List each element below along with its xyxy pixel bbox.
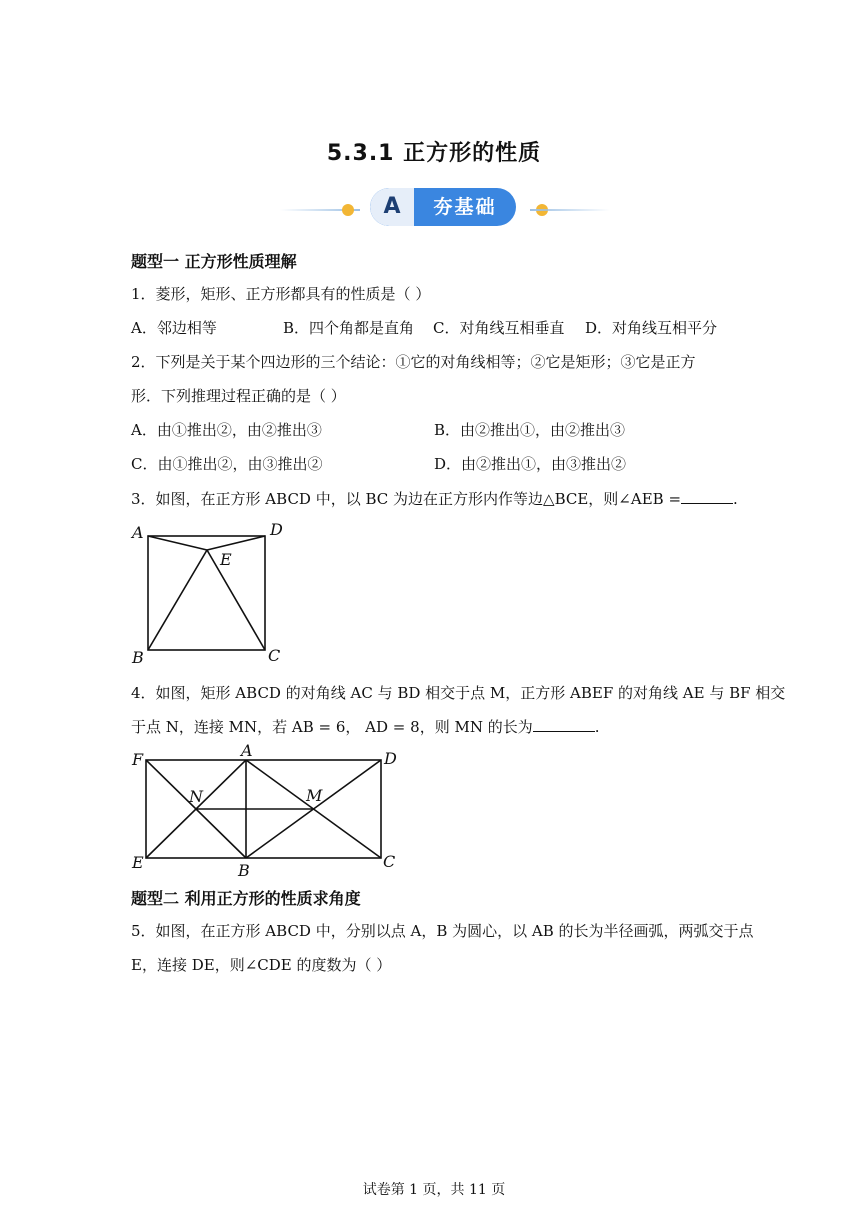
label-e: E (132, 853, 144, 872)
label-b: B (132, 648, 144, 667)
label-f: F (132, 750, 144, 769)
segment-ce (207, 550, 265, 650)
segment-ae (148, 536, 207, 550)
answer-blank-4 (533, 717, 595, 732)
question-2-option-d: D．由②推出①，由③推出② (434, 455, 627, 473)
label-a: A (241, 741, 253, 760)
figure-rectangle-square (128, 740, 403, 882)
segment-be (148, 550, 207, 650)
label-e: E (220, 550, 232, 569)
banner-dot-left (342, 204, 354, 216)
banner-label: 夯基础 (433, 196, 497, 218)
question-2-option-a: A．由①推出②，由②推出③ (131, 421, 322, 439)
question-2-option-b: B．由②推出①，由②推出③ (434, 421, 626, 439)
page-footer: 试卷第 1 页，共 11 页 (362, 1182, 506, 1198)
question-1-stem: 1．菱形，矩形、正方形都具有的性质是（ ） (131, 285, 431, 303)
question-4-stem-line-2 (131, 717, 600, 737)
section-heading-1: 题型一 正方形性质理解 (131, 252, 297, 271)
banner-pill (370, 188, 516, 226)
question-4-end: . (594, 718, 600, 736)
section-heading-2: 题型二 利用正方形的性质求角度 (131, 889, 361, 908)
question-4-stem-line-1: 4．如图，矩形 ABCD 的对角线 AC 与 BD 相交于点 M，正方形 ABEF 的对角线 AE 与 BF 相交 (131, 684, 786, 702)
question-1-option-c: C．对角线互相垂直 (433, 319, 565, 337)
question-4-text: 于点 N，连接 MN，若 AB = 6， AD = 8，则 MN 的长为 (131, 718, 533, 736)
question-2-stem-line-1: 2．下列是关于某个四边形的三个结论：①它的对角线相等；②它是矩形；③它是正方 (131, 353, 696, 371)
label-a: A (132, 523, 144, 542)
question-5-stem-line-1: 5．如图，在正方形 ABCD 中，分别以点 A，B 为圆心，以 AB 的长为半径画弧，两弧交于点 (131, 922, 754, 940)
segment-de (207, 536, 265, 550)
question-1-option-a: A．邻边相等 (131, 319, 217, 337)
square-abcd (148, 536, 265, 650)
label-d: D (384, 749, 397, 768)
question-1-option-d: D．对角线互相平分 (585, 319, 718, 337)
answer-blank-3 (681, 489, 733, 504)
label-b: B (238, 861, 250, 880)
label-d: D (270, 520, 283, 539)
label-m: M (306, 786, 323, 805)
question-2-option-c: C．由①推出②，由③推出② (131, 455, 323, 473)
question-1-option-b: B．四个角都是直角 (283, 319, 415, 337)
label-c: C (268, 646, 281, 665)
question-5-stem-line-2: E，连接 DE，则∠CDE 的度数为（ ） (131, 956, 392, 974)
question-3-stem (131, 489, 738, 509)
banner-letter: A (370, 188, 414, 226)
question-2-stem-line-2: 形．下列推理过程正确的是（ ） (131, 387, 346, 405)
question-3-end: . (733, 490, 738, 508)
label-n: N (189, 787, 203, 806)
figure-square-equilateral (128, 518, 298, 668)
question-3-text: 3．如图，在正方形 ABCD 中，以 BC 为边在正方形内作等边△BCE，则∠AEB = (131, 490, 682, 508)
label-c: C (383, 852, 396, 871)
section-banner (280, 186, 610, 232)
page-title: 5.3.1 正方形的性质 (326, 141, 542, 166)
banner-line-right (530, 209, 610, 211)
